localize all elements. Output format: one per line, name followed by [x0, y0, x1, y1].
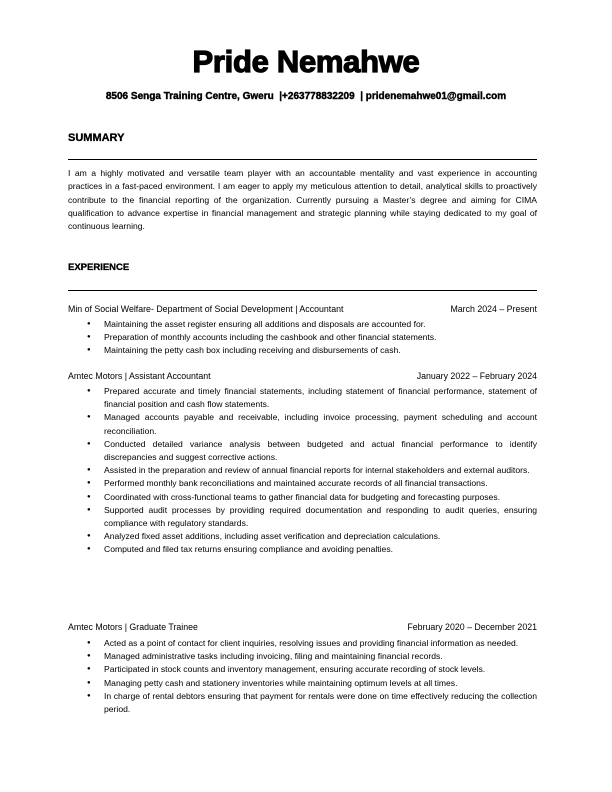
job-entry	[68, 304, 537, 358]
job-dates: February 2020 – December 2021	[407, 622, 537, 632]
list-item: ● Acted as a point of contact for client inquiries, resolving issues and providing financial information as needed.	[68, 637, 537, 650]
candidate-name: Pride Nemahwe	[192, 44, 420, 79]
divider	[68, 290, 537, 291]
list-item: ● Prepared accurate and timely financial statements, including statement of financial performance, statement of financial position and cash flow statements.	[68, 385, 537, 411]
divider	[68, 159, 537, 160]
list-item: ● Assisted in the preparation and review of annual financial reports for internal stakeholders and external auditors.	[68, 464, 537, 477]
list-item: ● Supported audit processes by providing required documentation and responding to audit queries, ensuring compliance with regulatory standards.	[68, 504, 537, 530]
list-item: ● Managed administrative tasks including invoicing, filing and maintaining financial records.	[68, 650, 537, 663]
list-item: ● Analyzed fixed asset additions, including asset verification and depreciation calculations.	[68, 530, 537, 543]
list-item: ● Preparation of monthly accounts including the cashbook and other financial statements.	[68, 331, 537, 344]
job-dates: March 2024 – Present	[450, 304, 537, 314]
list-item: ● Maintaining the petty cash box including receiving and disbursements of cash.	[68, 344, 537, 357]
job-title: Amtec Motors | Graduate Trainee	[68, 622, 198, 632]
list-item: ● Managing petty cash and stationery inventories while maintaining optimum levels at all times.	[68, 677, 537, 690]
contact-info: 8506 Senga Training Centre, Gweru |+263778832209 | pridenemahwe01@gmail.com	[105, 91, 507, 102]
list-item: ● Maintaining the asset register ensuring all additions and disposals are accounted for.	[68, 318, 537, 331]
list-item: ● Participated in stock counts and inventory management, ensuring accurate recording of stock levels.	[68, 663, 537, 676]
job-entry	[68, 622, 537, 716]
list-item: ● In charge of rental debtors ensuring that payment for rentals were done on time effectively reducing the collection period.	[68, 690, 537, 716]
job-entry	[68, 371, 537, 557]
list-item: ● Conducted detailed variance analysis between budgeted and actual financial performance to identify discrepancies and suggest corrective actions.	[68, 438, 537, 464]
job-bullets	[68, 637, 537, 716]
job-title: Min of Social Welfare- Department of Social Development | Accountant	[68, 304, 344, 314]
job-dates: January 2022 – February 2024	[416, 371, 537, 381]
job-title: Amtec Motors | Assistant Accountant	[68, 371, 211, 381]
list-item: ● Computed and filed tax returns ensuring compliance and avoiding penalties.	[68, 543, 537, 556]
summary-text: I am a highly motivated and versatile team player with an accountable mentality and vast experience in accounting practices in a fast-paced environment. I am eager to apply my meticulous attention to detail, analytical skills to proactively contribute to the financial reporting of the organization. Currently pursuing a Master’s degree and aiming for CIMA qualification to advance expertise in financial management and strategic planning while staying dedicated to my goal of continuous learning.	[68, 168, 537, 232]
job-bullets	[68, 385, 537, 557]
list-item: ● Managed accounts payable and receivable, including invoice processing, payment scheduling and account reconciliation.	[68, 411, 537, 437]
experience-heading: EXPERIENCE	[68, 262, 130, 273]
list-item: ● Performed monthly bank reconciliations and maintained accurate records of all financial transactions.	[68, 477, 537, 490]
job-bullets	[68, 318, 537, 358]
summary-heading: SUMMARY	[68, 132, 125, 144]
list-item: ● Coordinated with cross-functional teams to gather financial data for budgeting and forecasting purposes.	[68, 491, 537, 504]
